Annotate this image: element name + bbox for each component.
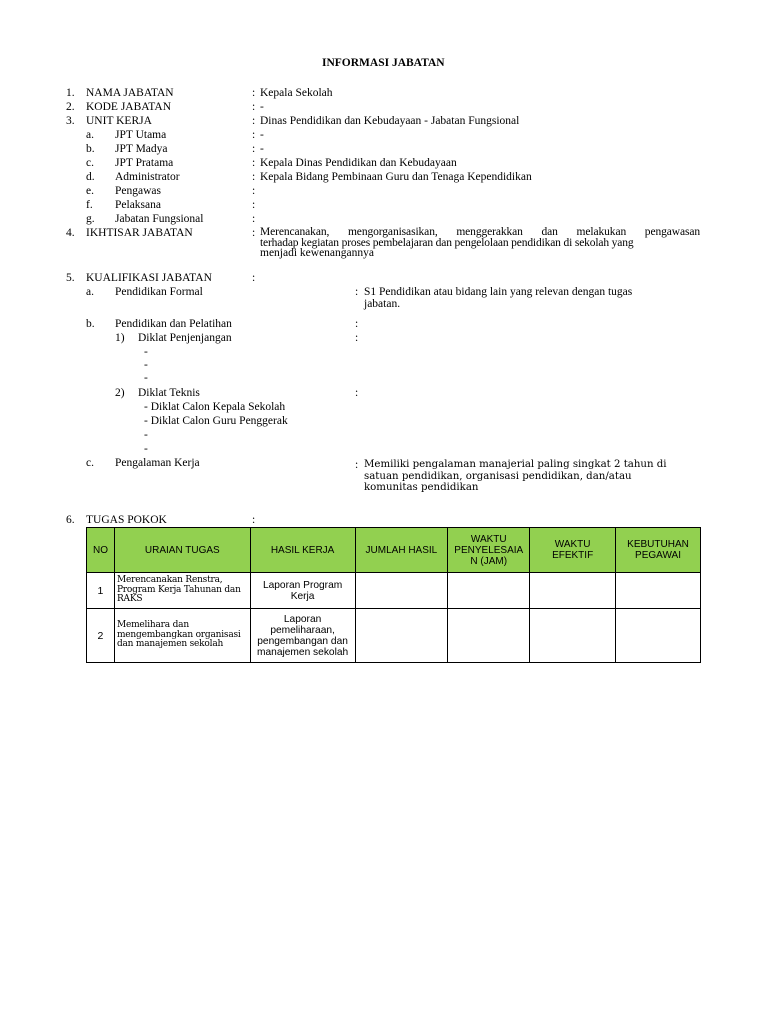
sub-letter: b.: [86, 318, 95, 330]
cell-kebutuhan: [616, 609, 701, 663]
sub-label-jpt-pratama: JPT Pratama: [115, 157, 174, 169]
cell-waktu: [448, 609, 530, 663]
sub-label-pengawas: Pengawas: [115, 185, 161, 197]
sub-letter: e.: [86, 185, 94, 197]
colon: :: [252, 514, 256, 526]
row-number: 4.: [66, 227, 75, 239]
header-uraian-tugas: URAIAN TUGAS: [114, 528, 250, 573]
ikhtisar-line-1: Merencanakan, mengorganisasikan, menggerakkan dan melakukan pengawasan: [260, 226, 700, 238]
field-label-ikhtisar: IKHTISAR JABATAN: [86, 227, 193, 239]
sub-label-pendidikan-pelatihan: Pendidikan dan Pelatihan: [115, 318, 232, 330]
row-number: 2.: [66, 101, 75, 113]
sub-label-administrator: Administrator: [115, 171, 180, 183]
sub-number: 2): [115, 387, 125, 399]
header-jumlah-hasil: JUMLAH HASIL: [355, 528, 448, 573]
field-value-unit-kerja: Dinas Pendidikan dan Kebudayaan - Jabatan Fungsional: [260, 115, 520, 127]
cell-waktu: [448, 573, 530, 609]
cell-hasil: Laporan pemeliharaan, pengembangan dan manajemen sekolah: [250, 609, 355, 663]
table-header-row: [87, 528, 701, 573]
colon: :: [252, 87, 256, 99]
sub-label-diklat-teknis: Diklat Teknis: [138, 387, 200, 399]
row-number: 1.: [66, 87, 75, 99]
colon: :: [252, 199, 256, 211]
cell-hasil: Laporan Program Kerja: [250, 573, 355, 609]
cell-jumlah: [355, 609, 448, 663]
colon: :: [252, 272, 256, 284]
sub-label-diklat-penjenjangan: Diklat Penjenjangan: [138, 332, 232, 344]
row-number: 5.: [66, 272, 75, 284]
cell-jumlah: [355, 573, 448, 609]
sub-label-jpt-madya: JPT Madya: [115, 143, 168, 155]
pendidikan-formal-line-1: S1 Pendidikan atau bidang lain yang relevan dengan tugas: [364, 286, 633, 298]
field-label-kualifikasi: KUALIFIKASI JABATAN: [86, 272, 212, 284]
field-label-tugas-pokok: TUGAS POKOK: [86, 514, 167, 526]
header-hasil-kerja: HASIL KERJA: [250, 528, 355, 573]
sub-letter: a.: [86, 286, 94, 298]
field-label-nama-jabatan: NAMA JABATAN: [86, 87, 174, 99]
cell-uraian: Merencanakan Renstra, Program Kerja Tahunan dan RAKS: [114, 573, 250, 609]
colon: :: [252, 227, 256, 239]
pengalaman-kerja-line-1: Memiliki pengalaman manajerial paling singkat 2 tahun di: [364, 459, 667, 470]
colon: :: [252, 115, 256, 127]
list-item: -: [144, 372, 148, 384]
header-waktu-penyelesaian: WAKTU PENYELESAIA N (JAM): [448, 528, 530, 573]
colon: :: [355, 332, 359, 344]
sub-label-pelaksana: Pelaksana: [115, 199, 161, 211]
field-label-kode-jabatan: KODE JABATAN: [86, 101, 172, 113]
row-number: 3.: [66, 115, 75, 127]
sub-letter: c.: [86, 157, 94, 169]
sub-label-pendidikan-formal: Pendidikan Formal: [115, 286, 203, 298]
colon: :: [252, 143, 256, 155]
list-item: -: [144, 346, 148, 358]
sub-value-jpt-pratama: Kepala Dinas Pendidikan dan Kebudayaan: [260, 157, 457, 169]
sub-letter: f.: [86, 199, 93, 211]
field-value-kode-jabatan: -: [260, 101, 264, 113]
header-waktu-efektif: WAKTU EFEKTIF: [530, 528, 616, 573]
colon: :: [355, 387, 359, 399]
colon: :: [252, 171, 256, 183]
sub-value-administrator: Kepala Bidang Pembinaan Guru dan Tenaga Kependidikan: [260, 171, 532, 183]
sub-number: 1): [115, 332, 125, 344]
colon: :: [355, 459, 359, 471]
list-item: - Diklat Calon Kepala Sekolah: [144, 401, 286, 413]
tugas-pokok-table: [86, 527, 701, 663]
sub-letter: b.: [86, 143, 95, 155]
cell-no: 1: [87, 573, 115, 609]
ikhtisar-line-3: menjadi kewenangannya: [260, 247, 374, 259]
table-row: [87, 573, 701, 609]
colon: :: [355, 318, 359, 330]
sub-label-pengalaman-kerja: Pengalaman Kerja: [115, 457, 200, 469]
pendidikan-formal-line-2: jabatan.: [364, 298, 401, 310]
row-number: 6.: [66, 514, 75, 526]
sub-letter: d.: [86, 171, 95, 183]
field-label-unit-kerja: UNIT KERJA: [86, 115, 152, 127]
colon: :: [252, 213, 256, 225]
list-item: -: [144, 359, 148, 371]
header-no: NO: [87, 528, 115, 573]
list-item: -: [144, 443, 148, 455]
cell-efektif: [530, 609, 616, 663]
colon: :: [252, 129, 256, 141]
page-title: INFORMASI JABATAN: [322, 57, 445, 69]
cell-uraian: Memelihara dan mengembangkan organisasi dan manajemen sekolah: [114, 609, 250, 663]
colon: :: [252, 101, 256, 113]
sub-letter: g.: [86, 213, 95, 225]
sub-letter: a.: [86, 129, 94, 141]
list-item: -: [144, 429, 148, 441]
sub-value-jpt-madya: -: [260, 143, 264, 155]
colon: :: [355, 286, 359, 298]
sub-label-jabatan-fungsional: Jabatan Fungsional: [115, 213, 204, 225]
header-kebutuhan-pegawai: KEBUTUHAN PEGAWAI: [616, 528, 701, 573]
colon: :: [252, 185, 256, 197]
cell-no: 2: [87, 609, 115, 663]
sub-value-jpt-utama: -: [260, 129, 264, 141]
pengalaman-kerja-line-2: satuan pendidikan, organisasi pendidikan, dan/atau: [364, 471, 632, 482]
cell-kebutuhan: [616, 573, 701, 609]
field-value-nama-jabatan: Kepala Sekolah: [260, 87, 333, 99]
sub-letter: c.: [86, 457, 94, 469]
table-row: [87, 609, 701, 663]
pengalaman-kerja-line-3: komunitas pendidikan: [364, 482, 479, 493]
sub-label-jpt-utama: JPT Utama: [115, 129, 167, 141]
colon: :: [252, 157, 256, 169]
list-item: - Diklat Calon Guru Penggerak: [144, 415, 288, 427]
cell-efektif: [530, 573, 616, 609]
ikhtisar-line-2: terhadap kegiatan proses pembelajaran dan pengelolaan pendidikan di sekolah yang: [260, 237, 634, 249]
